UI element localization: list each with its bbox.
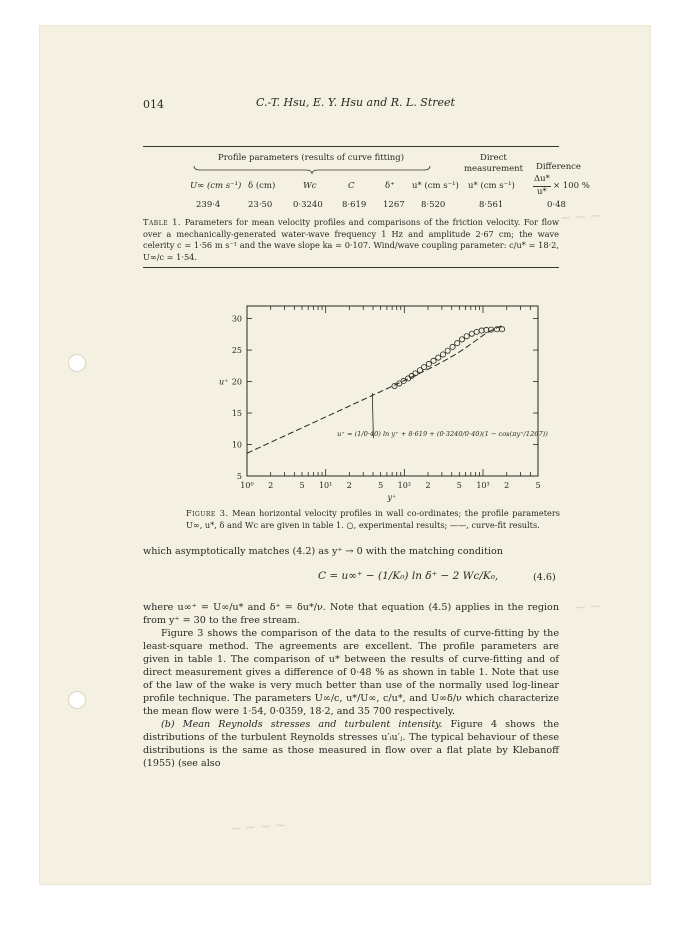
data-point xyxy=(445,348,450,353)
equation-number: (4.6) xyxy=(533,572,556,583)
x-tick-label: 2 xyxy=(268,481,274,490)
table-caption-label: Table 1. xyxy=(143,217,182,227)
body-para-4 xyxy=(143,718,559,770)
body-para-4-text: Figure 4 shows the distributions of the turbulent Reynolds stresses u′ᵢu′ⱼ. The typical behaviour of these distributions is the same as those measured in flow over a flat plate by Klebanoff (1955) (see also xyxy=(143,719,559,769)
table-bottom-rule xyxy=(143,267,559,268)
equation-4-6: C = u∞⁺ − (1/K₀) ln δ⁺ − 2 Wc/K₀, xyxy=(318,570,499,582)
table-caption-text: Parameters for mean velocity profiles and comparisons of the friction velocity. For flow over a mechanically-generated water-wave frequency 1 Hz and amplitude 2·67 cm; the wave celerity c = 1·56 m s⁻¹ and the wave slope ka = 0·107. Wind/wave coupling parameter: c/u* = 18·2, U∞/c = 1·54. xyxy=(143,217,559,262)
col-header-uinf: U∞ (cm s⁻¹) xyxy=(190,181,242,191)
table-caption xyxy=(143,217,559,263)
table-difference-header: Difference xyxy=(536,162,581,172)
data-point xyxy=(440,352,445,357)
y-tick-label: 20 xyxy=(231,377,242,387)
table-cell: 0·3240 xyxy=(293,200,323,210)
data-point xyxy=(421,364,426,369)
table-cell: 0·48 xyxy=(547,200,566,210)
x-axis-label: y⁺ xyxy=(387,493,397,502)
y-tick-label: 10 xyxy=(231,440,242,450)
body-text-block xyxy=(143,601,559,770)
section-heading-b: (b) Mean Reynolds stresses and turbulent intensity. xyxy=(161,719,443,730)
col-header-diff-den: u* xyxy=(537,187,547,197)
table-cell: 8·520 xyxy=(421,200,446,210)
data-point xyxy=(455,341,460,346)
figure-caption xyxy=(186,508,560,531)
col-header-delta: δ (cm) xyxy=(248,181,276,191)
table-cell: 23·50 xyxy=(248,200,273,210)
x-tick-label: 2 xyxy=(346,481,352,490)
table-cell: 8·561 xyxy=(479,200,504,210)
pencil-mark: ~ ~ ~ xyxy=(559,208,602,227)
data-point xyxy=(500,327,505,332)
col-header-diff-num: Δu* xyxy=(534,174,550,184)
table-direct-header-2: measurement xyxy=(464,164,524,174)
body-para-1: which asymptotically matches (4.2) as y⁺ → 0 with the matching condition xyxy=(143,546,503,557)
table-cell: 239·4 xyxy=(196,200,221,210)
y-tick-label: 30 xyxy=(231,314,242,324)
x-tick-label: 10² xyxy=(397,481,412,490)
x-tick-label: 5 xyxy=(378,481,384,490)
x-tick-label: 2 xyxy=(425,481,431,490)
data-point xyxy=(431,358,436,363)
table-top-rule xyxy=(143,146,559,147)
x-tick-label: 5 xyxy=(535,481,541,490)
pencil-mark: ~ ~ ~ ~ xyxy=(229,818,287,837)
table-direct-header-1: Direct xyxy=(480,153,507,163)
table-group-brace xyxy=(192,165,432,175)
figure-3-chart xyxy=(205,298,555,508)
col-header-delta-plus: δ⁺ xyxy=(385,181,395,191)
x-tick-label: 10¹ xyxy=(318,481,333,490)
data-point xyxy=(450,344,455,349)
col-header-diff-unit: × 100 % xyxy=(553,181,590,191)
table-group-header: Profile parameters (results of curve fitting) xyxy=(218,153,405,163)
x-tick-label: 5 xyxy=(299,481,305,490)
x-tick-label: 2 xyxy=(504,481,510,490)
data-point xyxy=(474,329,479,334)
body-para-2: where u∞⁺ = U∞/u* and δ⁺ = δu*/ν. Note that equation (4.5) applies in the region from y⁺ = 30 to the free stream. xyxy=(143,602,559,626)
col-header-wc: Wc xyxy=(303,181,317,191)
body-para-3: Figure 3 shows the comparison of the data to the results of curve-fitting by the least-square method. The agreements are excellent. The profile parameters are given in table 1. The comparison of u* between the results of curve-fitting and of direct measurement gives a difference of 0·48 % as shown in table 1. Note that use of the law of the wake is very much better than use of the normally used log-linear profile technique. The parameters U∞/c, u*/U∞, c/u*, and U∞δ/ν which characterize the mean flow were 1·54, 0·0359, 18·2, and 35 700 respectively. xyxy=(143,628,559,717)
data-point xyxy=(464,334,469,339)
col-header-ustar: u* (cm s⁻¹) xyxy=(412,181,459,191)
x-tick-label: 5 xyxy=(456,481,462,490)
pencil-mark: ~ ~ xyxy=(574,599,602,616)
data-point xyxy=(459,337,464,342)
curve-annotation: u⁺ = (1/0·40) ln y⁺ + 8·619 + (0·3240/0·40)(1 − cos(πy⁺/1267)) xyxy=(337,429,548,438)
x-tick-label: 10⁰ xyxy=(240,481,254,490)
figure-caption-label: Figure 3. xyxy=(186,508,229,518)
col-header-c: C xyxy=(348,181,355,191)
plot-frame xyxy=(247,306,538,476)
punch-hole-bottom xyxy=(68,691,86,709)
data-point xyxy=(426,361,431,366)
figure-caption-text: Mean horizontal velocity profiles in wall co-ordinates; the profile parameters U∞, u*, δ and Wc are given in table 1. ○, experimental results; ——, curve-fit results. xyxy=(186,508,560,530)
punch-hole-top xyxy=(68,354,86,372)
y-axis-label: u⁺ xyxy=(219,377,229,387)
table-cell: 1267 xyxy=(383,200,405,210)
table-cell: 8·619 xyxy=(342,200,367,210)
data-point xyxy=(406,376,411,381)
running-header-authors: C.-T. Hsu, E. Y. Hsu and R. L. Street xyxy=(256,96,455,109)
data-point xyxy=(469,331,474,336)
x-tick-label: 10³ xyxy=(476,481,490,490)
page-number: 014 xyxy=(143,98,164,111)
data-point xyxy=(436,355,441,360)
y-tick-label: 15 xyxy=(231,409,242,419)
y-tick-label: 25 xyxy=(231,346,242,356)
y-tick-label: 5 xyxy=(236,472,242,481)
col-header-ustar-direct: u* (cm s⁻¹) xyxy=(468,181,515,191)
